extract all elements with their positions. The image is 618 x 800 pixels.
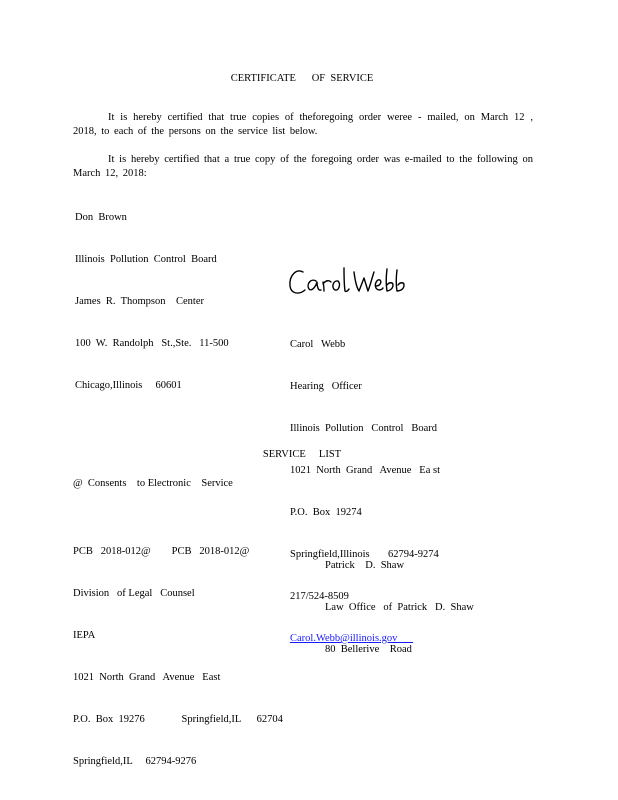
- service-line: Division of Legal Counsel: [73, 588, 195, 599]
- certificate-title: CERTIFICATE OF SERVICE: [230, 73, 374, 84]
- recipient-line: James R. Thompson Center: [75, 296, 205, 307]
- service-right-block: [325, 531, 474, 671]
- service-line: 1021 North Grand Avenue East: [73, 672, 221, 683]
- sender-line: Springfield,Illinois 62794-9274: [290, 549, 439, 560]
- recipient-address: [75, 183, 229, 407]
- sender-line: 1021 North Grand Avenue Ea st: [290, 465, 440, 476]
- certification-paragraph-mail: It is hereby certified that true copies of theforegoing order weree - mailed, on March 12 , 2018, to each of the persons on the service list below.: [73, 111, 533, 137]
- service-line: Springfield,IL 62794-9276: [73, 756, 197, 767]
- service-line: PCB 2018-012@ PCB 2018-012@: [73, 546, 250, 557]
- recipient-line: 100 W. Randolph St.,Ste. 11-500: [75, 338, 229, 349]
- recipient-line: Illinois Pollution Control Board: [75, 254, 217, 265]
- recipient-line: Chicago,Illinois 60601: [75, 380, 182, 391]
- service-line: 80 Bellerive Road: [325, 644, 412, 655]
- service-line: P.O. Box 19276 Springfield,IL 62704: [73, 714, 283, 725]
- sender-line: 217/524-8509: [290, 591, 349, 602]
- sender-line: Carol Webb: [290, 339, 346, 350]
- sender-email-link[interactable]: Carol.Webb@illinois.gov: [290, 633, 398, 644]
- service-line: IEPA: [73, 630, 96, 641]
- sender-line: Illinois Pollution Control Board: [290, 423, 438, 434]
- handwritten-signature: [286, 264, 416, 300]
- consent-note: @ Consents to Electronic Service: [73, 478, 233, 489]
- service-line: Law Office of Patrick D. Shaw: [325, 602, 474, 613]
- service-left-block: [73, 517, 283, 783]
- service-line: Patrick D. Shaw: [325, 560, 405, 571]
- sender-line: P.O. Box 19274: [290, 507, 362, 518]
- recipient-line: Don Brown: [75, 212, 127, 223]
- certification-paragraph-email: It is hereby certified that a true copy of the foregoing order was e-mailed to the following on March 12, 2018:: [73, 153, 533, 179]
- service-list-title: SERVICE LIST: [262, 449, 342, 460]
- sender-line: Hearing Officer: [290, 381, 362, 392]
